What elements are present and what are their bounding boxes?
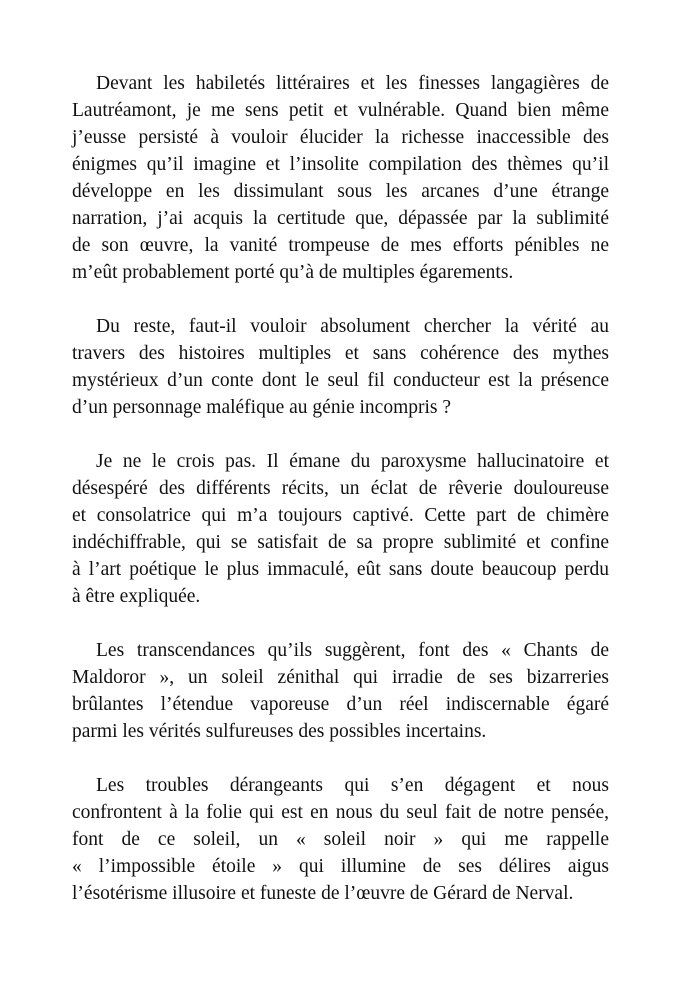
text-line: énigmes qu’il imagine et l’insolite compilation des thèmes qu’il <box>72 154 609 175</box>
text-line: développe en les dissimulant sous les arcanes d’une étrange <box>72 181 609 202</box>
paragraph-5 <box>72 772 609 907</box>
text-line: Les transcendances qu’ils suggèrent, font des « Chants de <box>96 640 609 661</box>
text-line: j’eusse persisté à vouloir élucider la richesse inaccessible des <box>72 127 609 148</box>
text-line: confrontent à la folie qui est en nous du seul fait de notre pensée, <box>72 802 609 823</box>
text-line: brûlantes l’étendue vaporeuse d’un réel indiscernable égaré <box>72 694 609 715</box>
text-line: font de ce soleil, un « soleil noir » qui me rappelle <box>72 829 609 850</box>
paragraph-4 <box>72 637 609 745</box>
paragraph-3 <box>72 448 609 610</box>
text-line: Je ne le crois pas. Il émane du paroxysme hallucinatoire et <box>96 451 609 472</box>
text-line: d’un personnage maléfique au génie incompris ? <box>72 397 452 418</box>
text-line: « l’impossible étoile » qui illumine de ses délires aigus <box>72 856 609 877</box>
text-line: à être expliquée. <box>72 586 201 607</box>
text-line: Maldoror », un soleil zénithal qui irradie de ses bizarreries <box>72 667 609 688</box>
text-line: narration, j’ai acquis la certitude que, dépassée par la sublimité <box>72 208 609 229</box>
text-line: l’ésotérisme illusoire et funeste de l’œuvre de Gérard de Nerval. <box>72 883 574 904</box>
text-line: de son œuvre, la vanité trompeuse de mes efforts pénibles ne <box>72 235 609 256</box>
paragraph-1 <box>72 70 609 286</box>
text-line: parmi les vérités sulfureuses des possibles incertains. <box>72 721 487 742</box>
text-line: désespéré des différents récits, un éclat de rêverie douloureuse <box>72 478 609 499</box>
text-line: Les troubles dérangeants qui s’en dégagent et nous <box>96 775 609 796</box>
text-line: travers des histoires multiples et sans cohérence des mythes <box>72 343 609 364</box>
text-line: mystérieux d’un conte dont le seul fil conducteur est la présence <box>72 370 609 391</box>
text-line: Lautréamont, je me sens petit et vulnérable. Quand bien même <box>72 100 609 121</box>
paragraph-2 <box>72 313 609 421</box>
text-line: Devant les habiletés littéraires et les finesses langagières de <box>96 73 609 94</box>
text-line: m’eût probablement porté qu’à de multiples égarements. <box>72 262 514 283</box>
text-line: indéchiffrable, qui se satisfait de sa propre sublimité et confine <box>72 532 609 553</box>
text-line: à l’art poétique le plus immaculé, eût sans doute beaucoup perdu <box>72 559 609 580</box>
text-line: et consolatrice qui m’a toujours captivé. Cette part de chimère <box>72 505 609 526</box>
document-page <box>72 70 609 934</box>
text-line: Du reste, faut-il vouloir absolument chercher la vérité au <box>96 316 609 337</box>
